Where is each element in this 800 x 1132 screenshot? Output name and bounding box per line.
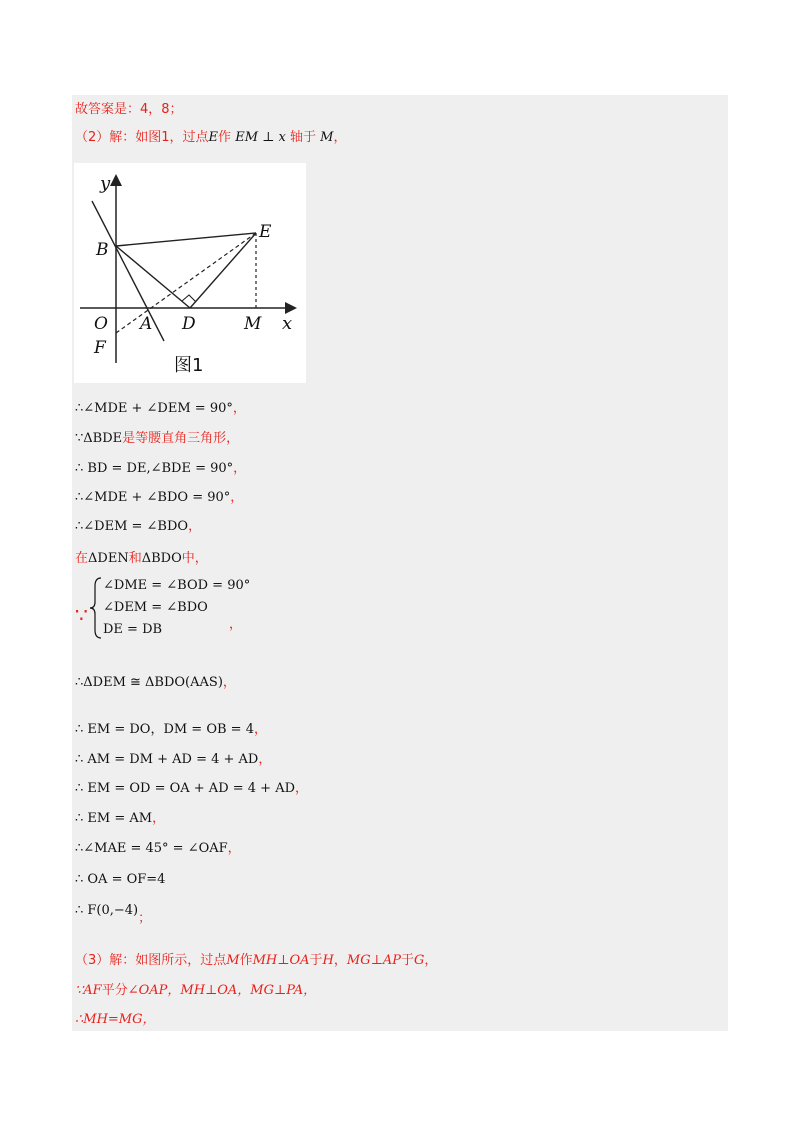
step-line xyxy=(75,460,246,478)
step-line xyxy=(75,518,201,536)
math: ∴ΔDEM ≅ ΔBDO(AAS) xyxy=(75,675,223,690)
label-o: O xyxy=(94,314,108,334)
math: ∴ OA = OF=4 xyxy=(75,872,166,887)
equation-system xyxy=(75,575,275,641)
math: M xyxy=(320,130,334,145)
math: ∴∠MDE + ∠BDO = 90° xyxy=(75,490,231,505)
math: H xyxy=(322,953,334,968)
answer-line: 故答案是：4，8； xyxy=(75,102,183,117)
math: ∴ EM = OD = OA + AD = 4 + AD xyxy=(75,781,296,796)
math: ∴ EM = AM xyxy=(75,811,153,826)
step-line xyxy=(75,840,241,858)
text: ， xyxy=(333,953,347,968)
math: EM ⊥ x xyxy=(235,130,286,145)
system-eq-3: DE = DB xyxy=(103,622,163,637)
step-line xyxy=(75,810,165,828)
label-x: x xyxy=(282,313,293,334)
label-d: D xyxy=(182,314,196,334)
step-line xyxy=(75,982,316,1000)
label-b: B xyxy=(96,240,109,260)
segment-de xyxy=(190,233,256,308)
punct: ， xyxy=(258,752,272,767)
step-line xyxy=(75,489,243,507)
punct: ， xyxy=(253,722,267,737)
text: 平分 xyxy=(101,983,128,998)
text: 作 xyxy=(218,130,232,145)
text: 中， xyxy=(181,551,208,566)
text: （3）解：如图所示，过点 xyxy=(75,953,227,968)
punct: ， xyxy=(232,401,246,416)
because-symbol: ∵ xyxy=(75,603,88,627)
segment-bd xyxy=(116,246,190,308)
step-line xyxy=(75,871,165,889)
text: ， xyxy=(333,130,347,145)
text: （2）解：如图1，过点 xyxy=(75,130,209,145)
part3-heading xyxy=(75,952,437,970)
math: G xyxy=(413,953,425,968)
figure-1-svg xyxy=(74,163,306,383)
math: ΔDEN xyxy=(88,551,129,566)
left-brace xyxy=(89,576,103,640)
punct: ； xyxy=(138,911,152,926)
step-line xyxy=(75,674,236,692)
step-line xyxy=(75,751,271,769)
right-angle-marker xyxy=(182,295,196,302)
text: 和 xyxy=(128,551,142,566)
step-line xyxy=(75,1011,156,1029)
part2-heading xyxy=(75,129,346,147)
math: ∴ AM = DM + AD = 4 + AD xyxy=(75,752,259,767)
step-line xyxy=(75,902,152,926)
text: ， xyxy=(424,953,438,968)
step-line xyxy=(75,780,308,798)
step-line xyxy=(75,430,239,448)
system-eq-2: ∠DEM = ∠BDO xyxy=(103,600,208,615)
punct: ， xyxy=(227,841,241,856)
math: ∵ΔBDE xyxy=(75,431,123,446)
punct: ， xyxy=(152,811,166,826)
math: ∴∠MDE + ∠DEM = 90° xyxy=(75,401,233,416)
step-line xyxy=(75,400,246,418)
math: ∴∠DEM = ∠BDO xyxy=(75,519,189,534)
text: 作 xyxy=(239,953,253,968)
segment-be xyxy=(116,233,256,246)
punct: ， xyxy=(222,675,236,690)
punct: ， xyxy=(233,461,247,476)
text: 于 xyxy=(400,953,414,968)
text: 轴于 xyxy=(289,130,316,145)
math: ∴MH=MG， xyxy=(75,1012,156,1027)
system-eq-1: ∠DME = ∠BOD = 90° xyxy=(103,578,251,593)
math: ∠OAP，MH⊥OA，MG⊥PA， xyxy=(127,983,317,998)
text: 在 xyxy=(75,551,89,566)
figure-1 xyxy=(74,163,306,383)
step-line xyxy=(75,721,267,739)
step-line xyxy=(75,550,208,568)
math: ∵AF xyxy=(75,983,102,998)
figure-caption: 图1 xyxy=(174,355,204,376)
math: E xyxy=(208,130,219,145)
math: MH⊥OA xyxy=(252,953,310,968)
math: M xyxy=(226,953,240,968)
text: 于 xyxy=(309,953,323,968)
punct: ， xyxy=(188,519,202,534)
math: ∴ F(0,−4) xyxy=(75,903,139,918)
punct: ， xyxy=(295,781,309,796)
math: ∴ BD = DE,∠BDE = 90° xyxy=(75,461,234,476)
label-y: y xyxy=(100,173,111,194)
math: MG⊥AP xyxy=(346,953,401,968)
label-e: E xyxy=(259,222,272,242)
label-f: F xyxy=(94,338,106,358)
math: ΔBDO xyxy=(141,551,182,566)
text: 是等腰直角三角形， xyxy=(122,431,240,446)
label-a: A xyxy=(140,314,153,334)
label-m: M xyxy=(244,314,262,334)
math: ∴∠MAE = 45° = ∠OAF xyxy=(75,841,228,856)
punct: ， xyxy=(229,617,243,632)
math: ∴ EM = DO，DM = OB = 4 xyxy=(75,722,254,737)
punct: ， xyxy=(230,490,244,505)
